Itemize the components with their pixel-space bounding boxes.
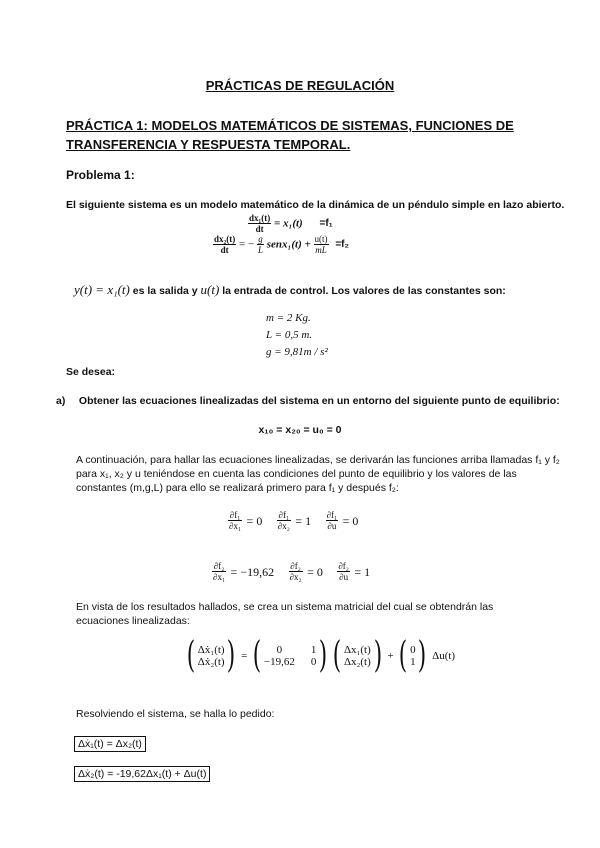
paragraph-derivatives: A continuación, para hallar las ecuaciones linealizadas, se derivarán las funciones arriba llamadas f₁ y f₂ para x₁, x₂ y u teniéndose en cuenta las condiciones del punto de equilibrio y los valores de las constantes (m,g,L) para ello se realizará primero para f₁ y después f₂: — [76, 454, 560, 494]
partial-f2-x2-val: = 0 — [307, 565, 323, 580]
eq2-g-over-L — [257, 234, 264, 256]
x-0: Δx₁(t) — [343, 644, 371, 656]
partial-f1-x2 — [277, 510, 316, 532]
eq1-label: =f₁ — [319, 218, 333, 230]
eq2-uden: mL — [315, 245, 327, 256]
partial-f2-x2 — [289, 561, 328, 583]
A-00: 0 — [276, 644, 283, 656]
result-equation-2: Δẋ₂(t) = -19,62Δx₁(t) + Δu(t) — [74, 766, 210, 782]
lhs-vector — [198, 644, 225, 668]
A-01: 1 — [310, 644, 317, 656]
partial-f2-u — [337, 561, 371, 583]
matrix-A — [264, 644, 316, 668]
paren-close: ) — [318, 635, 328, 676]
B-vector — [410, 644, 416, 668]
partial-f2-u-den: ∂u — [339, 572, 349, 583]
equation-f1 — [248, 213, 333, 235]
eq2-g: g — [258, 234, 263, 244]
eq2-eq: = − — [238, 238, 255, 251]
matrix-equation — [184, 635, 456, 676]
partial-f2-x1-val: = −19,62 — [230, 565, 275, 580]
partial-f2-u-num: ∂f₂ — [338, 561, 349, 571]
eq1-den: dt — [255, 224, 264, 235]
partial-f1-u-den: ∂u — [327, 521, 337, 532]
eq2-den: dt — [220, 245, 229, 256]
B-0: 0 — [410, 644, 416, 656]
partial-f1-x1-num: ∂f₁ — [229, 510, 241, 520]
paragraph-matrix-intro: En vista de los resultados hallados, se crea un sistema matricial del cual se obtendrán las ecuaciones linealizadas: — [76, 601, 494, 627]
eq2-label: =f₂ — [335, 239, 349, 251]
paren-open: ( — [332, 635, 342, 676]
x-vector — [344, 644, 371, 668]
partial-f1-x2-val: = 1 — [295, 514, 312, 529]
partial-f1-u — [326, 510, 359, 532]
eq1-fraction — [248, 213, 271, 235]
eq2-u-over-mL — [314, 234, 329, 256]
partial-f1-x1 — [228, 510, 267, 532]
partials-f1 — [228, 510, 358, 532]
eq2-unum: u(t) — [314, 234, 328, 244]
item-a-text: Obtener las ecuaciones linealizadas del sistema en un entorno del siguiente punto de equilibrio: — [78, 395, 560, 407]
partial-f2-x1-den: ∂x₁ — [213, 572, 226, 583]
practica-heading-line2: TRANSFERENCIA Y RESPUESTA TEMPORAL. — [66, 137, 351, 152]
eq2-fraction — [213, 234, 236, 256]
partial-f2-x1 — [212, 561, 279, 583]
practica-heading-line1: PRÁCTICA 1: MODELOS MATEMÁTICOS DE SISTEMAS, FUNCIONES DE — [66, 118, 514, 133]
partial-f2-u-val: = 1 — [354, 565, 371, 580]
io-text1: es la salida y — [132, 285, 198, 297]
io-u: u(t) — [200, 282, 220, 297]
partial-f2-x1-num: ∂f₂ — [213, 561, 225, 571]
item-a-marker: a) — [56, 395, 66, 407]
intro-text: El siguiente sistema es un modelo matemático de la dinámica de un péndulo simple en lazo abierto. — [66, 199, 565, 211]
partial-f1-x2-den: ∂x₂ — [277, 521, 290, 532]
constant-m: m = 2 Kg. — [266, 312, 311, 324]
paragraph-result-intro: Resolviendo el sistema, se halla lo pedido: — [76, 708, 275, 720]
paren-open: ( — [399, 635, 408, 676]
result-equation-1: Δẋ₁(t) = Δx₂(t) — [74, 736, 146, 752]
page-title: PRÁCTICAS DE REGULACIÓN — [205, 78, 395, 93]
partial-f1-u-val: = 0 — [342, 514, 359, 529]
eq2-L: L — [257, 245, 263, 256]
partial-f1-x1-den: ∂x₁ — [229, 521, 242, 532]
constant-g: g = 9,81m / s² — [266, 346, 328, 358]
item-a — [56, 395, 560, 407]
paren-close: ) — [227, 635, 236, 676]
se-desea: Se desea: — [66, 366, 116, 378]
B-1: 1 — [410, 656, 416, 668]
paren-close: ) — [373, 635, 382, 676]
io-y: y(t) = x₁(t) — [74, 282, 130, 297]
equation-f2 — [213, 234, 349, 256]
paren-open: ( — [252, 635, 262, 676]
paren-close: ) — [418, 635, 427, 676]
eq1-num: dx₁(t) — [249, 213, 271, 223]
A-10: −19,62 — [263, 656, 295, 668]
io-line — [74, 282, 506, 298]
A-11: 0 — [310, 656, 317, 668]
partials-f2 — [212, 561, 370, 583]
partial-f2-x2-num: ∂f₂ — [290, 561, 301, 571]
lhs-1: Δẋ₂(t) — [197, 656, 225, 668]
partial-f1-u-num: ∂f₁ — [326, 510, 338, 520]
partial-f1-x2-num: ∂f₁ — [278, 510, 290, 520]
lhs-0: Δẋ₁(t) — [197, 644, 225, 656]
constant-L: L = 0,5 m. — [266, 329, 313, 341]
eq2-num: dx₂(t) — [214, 234, 236, 244]
matrix-u: Δu(t) — [432, 650, 456, 662]
partial-f1-x1-val: = 0 — [246, 514, 263, 529]
equilibrium-point: x₁₀ = x₂₀ = u₀ = 0 — [258, 424, 342, 436]
matrix-eq-sign: = — [241, 650, 248, 662]
x-1: Δx₂(t) — [343, 656, 371, 668]
eq2-mid: senx₁(t) + — [266, 238, 311, 251]
problem-label: Problema 1: — [66, 168, 135, 182]
matrix-plus-sign: + — [387, 650, 394, 662]
partial-f2-x2-den: ∂x₂ — [289, 572, 302, 583]
paren-open: ( — [186, 635, 196, 676]
eq1-rhs: = x₁(t) — [273, 217, 303, 230]
io-text2: la entrada de control. Los valores de las constantes son: — [222, 285, 506, 297]
